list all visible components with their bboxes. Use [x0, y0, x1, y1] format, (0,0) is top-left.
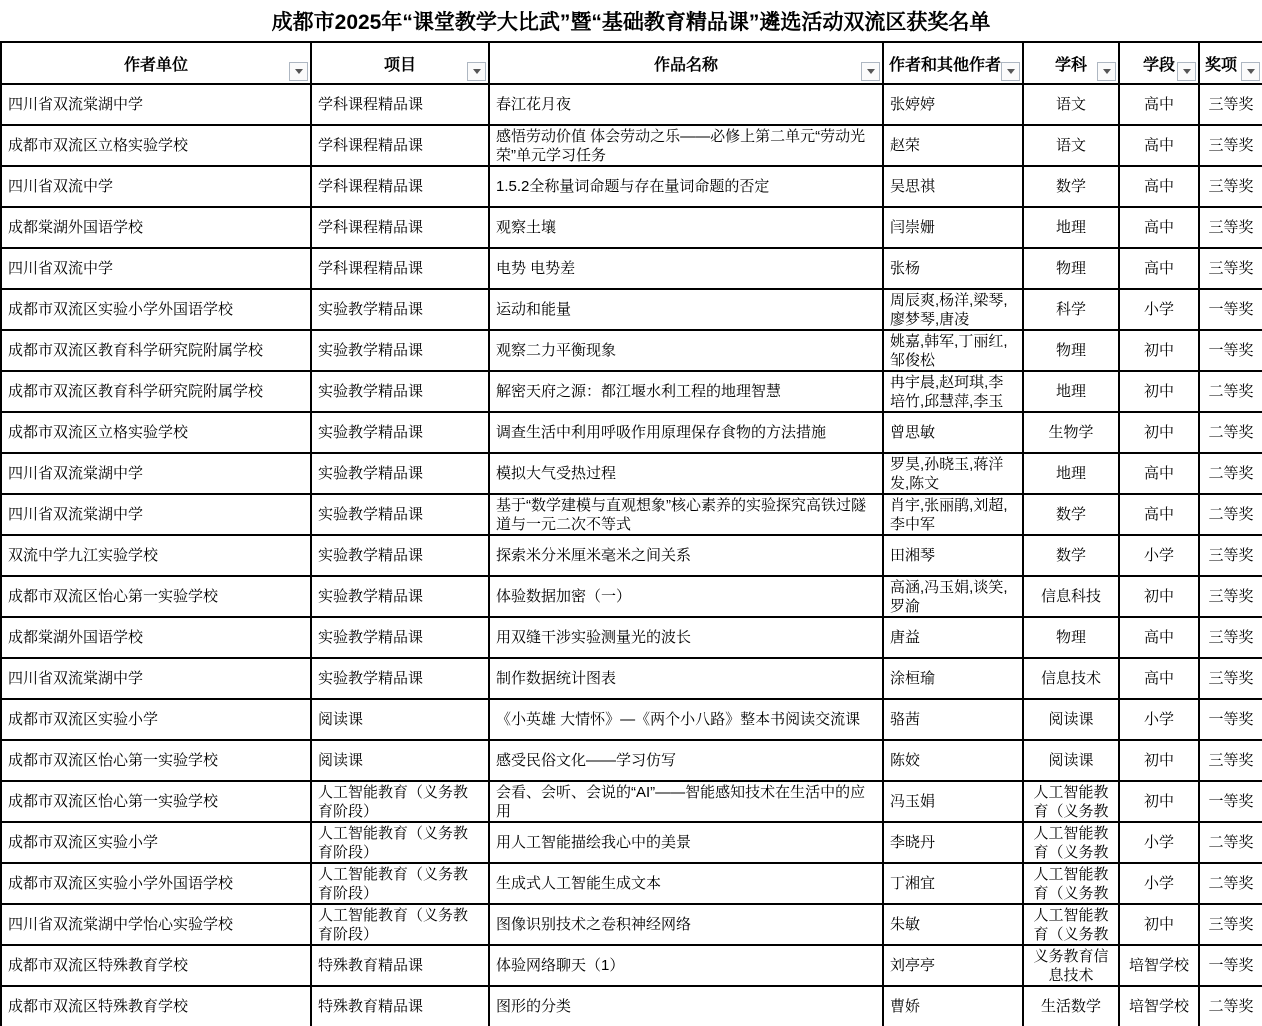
cell-award: 一等奖 [1199, 289, 1262, 330]
cell-work-title: 调查生活中利用呼吸作用原理保存食物的方法措施 [489, 412, 883, 453]
cell-project: 实验教学精品课 [311, 494, 489, 535]
cell-stage: 高中 [1119, 494, 1199, 535]
cell-authors: 骆茜 [883, 699, 1023, 740]
table-row [1, 207, 1262, 248]
cell-work-title: 解密天府之源：都江堰水利工程的地理智慧 [489, 371, 883, 412]
cell-subject: 信息技术 [1023, 658, 1119, 699]
cell-author-unit: 成都市双流区特殊教育学校 [1, 986, 311, 1026]
column-header-author-unit [1, 42, 311, 84]
filter-dropdown-button[interactable] [289, 62, 308, 81]
column-header-label: 作者单位 [123, 56, 188, 74]
cell-award: 三等奖 [1199, 658, 1262, 699]
cell-stage: 高中 [1119, 125, 1199, 166]
table-row [1, 84, 1262, 125]
cell-project: 实验教学精品课 [311, 412, 489, 453]
cell-authors: 曹娇 [883, 986, 1023, 1026]
table-row [1, 494, 1262, 535]
cell-author-unit: 成都市双流区立格实验学校 [1, 125, 311, 166]
table-body [1, 84, 1262, 1026]
cell-authors: 周辰爽,杨洋,梁琴,廖梦琴,唐凌 [883, 289, 1023, 330]
cell-authors: 高涵,冯玉娟,谈笑,罗渝 [883, 576, 1023, 617]
cell-project: 阅读课 [311, 699, 489, 740]
cell-project: 人工智能教育（义务教育阶段） [311, 904, 489, 945]
cell-award: 三等奖 [1199, 904, 1262, 945]
cell-project: 学科课程精品课 [311, 207, 489, 248]
cell-author-unit: 四川省双流棠湖中学怡心实验学校 [1, 904, 311, 945]
cell-author-unit: 四川省双流棠湖中学 [1, 84, 311, 125]
table-row [1, 863, 1262, 904]
filter-arrow-icon [473, 69, 481, 74]
table-row [1, 904, 1262, 945]
table-row [1, 248, 1262, 289]
table-row [1, 289, 1262, 330]
cell-authors: 张婷婷 [883, 84, 1023, 125]
cell-award: 三等奖 [1199, 740, 1262, 781]
cell-award: 一等奖 [1199, 699, 1262, 740]
cell-authors: 朱敏 [883, 904, 1023, 945]
cell-stage: 小学 [1119, 863, 1199, 904]
cell-authors: 罗昊,孙晓玉,蒋洋发,陈文 [883, 453, 1023, 494]
cell-subject: 语文 [1023, 125, 1119, 166]
cell-project: 实验教学精品课 [311, 371, 489, 412]
column-header-label: 作品名称 [653, 56, 718, 74]
cell-award: 三等奖 [1199, 535, 1262, 576]
cell-project: 实验教学精品课 [311, 576, 489, 617]
cell-author-unit: 成都市双流区实验小学 [1, 699, 311, 740]
cell-author-unit: 成都棠湖外国语学校 [1, 617, 311, 658]
cell-stage: 培智学校 [1119, 986, 1199, 1026]
filter-arrow-icon [1183, 69, 1191, 74]
column-header-label: 作者和其他作者 [889, 56, 1002, 74]
cell-authors: 肖宇,张丽鹃,刘超,李中军 [883, 494, 1023, 535]
table-row [1, 412, 1262, 453]
cell-author-unit: 四川省双流棠湖中学 [1, 658, 311, 699]
cell-work-title: 制作数据统计图表 [489, 658, 883, 699]
cell-work-title: 运动和能量 [489, 289, 883, 330]
cell-stage: 小学 [1119, 535, 1199, 576]
cell-stage: 初中 [1119, 740, 1199, 781]
cell-subject: 生活数学 [1023, 986, 1119, 1026]
cell-subject: 人工智能教育（义务教 [1023, 904, 1119, 945]
table-row [1, 945, 1262, 986]
cell-authors: 刘亭亭 [883, 945, 1023, 986]
filter-dropdown-button[interactable] [1001, 62, 1020, 81]
cell-work-title: 1.5.2全称量词命题与存在量词命题的否定 [489, 166, 883, 207]
cell-award: 三等奖 [1199, 125, 1262, 166]
table-row [1, 986, 1262, 1026]
cell-work-title: 体验网络聊天（1） [489, 945, 883, 986]
cell-stage: 高中 [1119, 84, 1199, 125]
cell-stage: 高中 [1119, 658, 1199, 699]
cell-project: 学科课程精品课 [311, 166, 489, 207]
table-row [1, 699, 1262, 740]
table-row [1, 166, 1262, 207]
cell-work-title: 基于“数学建模与直观想象”核心素养的实验探究高铁过隧道与一元二次不等式 [489, 494, 883, 535]
cell-stage: 高中 [1119, 166, 1199, 207]
column-header-award [1199, 42, 1262, 84]
cell-project: 阅读课 [311, 740, 489, 781]
cell-work-title: 观察土壤 [489, 207, 883, 248]
cell-author-unit: 成都市双流区实验小学外国语学校 [1, 289, 311, 330]
cell-subject: 生物学 [1023, 412, 1119, 453]
cell-subject: 数学 [1023, 535, 1119, 576]
cell-award: 一等奖 [1199, 781, 1262, 822]
cell-authors: 冯玉娟 [883, 781, 1023, 822]
cell-project: 学科课程精品课 [311, 84, 489, 125]
cell-stage: 培智学校 [1119, 945, 1199, 986]
cell-award: 三等奖 [1199, 84, 1262, 125]
cell-stage: 初中 [1119, 576, 1199, 617]
column-header-label: 奖项 [1205, 56, 1238, 74]
cell-award: 三等奖 [1199, 617, 1262, 658]
table-row [1, 781, 1262, 822]
column-header-stage [1119, 42, 1199, 84]
header-row [1, 42, 1262, 84]
cell-author-unit: 成都市双流区实验小学 [1, 822, 311, 863]
cell-authors: 田湘琴 [883, 535, 1023, 576]
column-header-subject [1023, 42, 1119, 84]
cell-subject: 物理 [1023, 330, 1119, 371]
cell-author-unit: 成都市双流区怡心第一实验学校 [1, 740, 311, 781]
filter-arrow-icon [1103, 69, 1111, 74]
cell-subject: 人工智能教育（义务教 [1023, 863, 1119, 904]
cell-project: 实验教学精品课 [311, 617, 489, 658]
cell-award: 二等奖 [1199, 494, 1262, 535]
cell-project: 实验教学精品课 [311, 535, 489, 576]
cell-project: 实验教学精品课 [311, 658, 489, 699]
cell-project: 特殊教育精品课 [311, 986, 489, 1026]
column-header-label: 学段 [1142, 56, 1175, 74]
cell-subject: 数学 [1023, 166, 1119, 207]
cell-work-title: 体验数据加密（一） [489, 576, 883, 617]
filter-arrow-icon [867, 69, 875, 74]
cell-award: 二等奖 [1199, 371, 1262, 412]
cell-subject: 物理 [1023, 248, 1119, 289]
cell-award: 三等奖 [1199, 166, 1262, 207]
cell-award: 三等奖 [1199, 207, 1262, 248]
cell-stage: 初中 [1119, 412, 1199, 453]
cell-subject: 语文 [1023, 84, 1119, 125]
cell-work-title: 感悟劳动价值 体会劳动之乐——必修上第二单元“劳动光荣”单元学习任务 [489, 125, 883, 166]
cell-stage: 小学 [1119, 699, 1199, 740]
cell-stage: 高中 [1119, 617, 1199, 658]
column-header-authors [883, 42, 1023, 84]
cell-authors: 闫崇姗 [883, 207, 1023, 248]
cell-author-unit: 成都市双流区特殊教育学校 [1, 945, 311, 986]
cell-award: 三等奖 [1199, 576, 1262, 617]
cell-author-unit: 成都市双流区教育科学研究院附属学校 [1, 371, 311, 412]
filter-dropdown-button[interactable] [861, 62, 880, 81]
cell-author-unit: 四川省双流棠湖中学 [1, 494, 311, 535]
cell-award: 三等奖 [1199, 248, 1262, 289]
cell-stage: 小学 [1119, 822, 1199, 863]
cell-author-unit: 四川省双流中学 [1, 166, 311, 207]
table-row [1, 576, 1262, 617]
cell-work-title: 会看、会听、会说的“AI”——智能感知技术在生活中的应用 [489, 781, 883, 822]
cell-work-title: 《小英雄 大情怀》—《两个小八路》整本书阅读交流课 [489, 699, 883, 740]
cell-author-unit: 成都市双流区实验小学外国语学校 [1, 863, 311, 904]
cell-work-title: 生成式人工智能生成文本 [489, 863, 883, 904]
cell-subject: 人工智能教育（义务教 [1023, 822, 1119, 863]
cell-award: 二等奖 [1199, 863, 1262, 904]
cell-authors: 李晓丹 [883, 822, 1023, 863]
cell-work-title: 图像识别技术之卷积神经网络 [489, 904, 883, 945]
filter-dropdown-button[interactable] [467, 62, 486, 81]
cell-subject: 信息科技 [1023, 576, 1119, 617]
cell-stage: 初中 [1119, 371, 1199, 412]
cell-stage: 高中 [1119, 248, 1199, 289]
cell-project: 人工智能教育（义务教育阶段） [311, 822, 489, 863]
cell-authors: 吴思祺 [883, 166, 1023, 207]
cell-project: 人工智能教育（义务教育阶段） [311, 863, 489, 904]
cell-award: 二等奖 [1199, 412, 1262, 453]
cell-subject: 物理 [1023, 617, 1119, 658]
cell-stage: 小学 [1119, 289, 1199, 330]
page-title: 成都市2025年“课堂教学大比武”暨“基础教育精品课”遴选活动双流区获奖名单 [271, 10, 991, 34]
cell-author-unit: 成都市双流区怡心第一实验学校 [1, 781, 311, 822]
cell-project: 实验教学精品课 [311, 330, 489, 371]
cell-project: 实验教学精品课 [311, 289, 489, 330]
cell-work-title: 图形的分类 [489, 986, 883, 1026]
cell-author-unit: 双流中学九江实验学校 [1, 535, 311, 576]
cell-author-unit: 成都市双流区怡心第一实验学校 [1, 576, 311, 617]
table-row [1, 371, 1262, 412]
cell-author-unit: 成都市双流区教育科学研究院附属学校 [1, 330, 311, 371]
cell-work-title: 电势 电势差 [489, 248, 883, 289]
table-row [1, 453, 1262, 494]
cell-work-title: 感受民俗文化——学习仿写 [489, 740, 883, 781]
cell-subject: 阅读课 [1023, 699, 1119, 740]
cell-work-title: 模拟大气受热过程 [489, 453, 883, 494]
cell-authors: 唐益 [883, 617, 1023, 658]
cell-work-title: 春江花月夜 [489, 84, 883, 125]
cell-subject: 地理 [1023, 371, 1119, 412]
cell-project: 人工智能教育（义务教育阶段） [311, 781, 489, 822]
table-row [1, 740, 1262, 781]
cell-subject: 地理 [1023, 207, 1119, 248]
cell-project: 特殊教育精品课 [311, 945, 489, 986]
cell-authors: 丁湘宜 [883, 863, 1023, 904]
cell-stage: 高中 [1119, 207, 1199, 248]
cell-subject: 科学 [1023, 289, 1119, 330]
cell-work-title: 用双缝干涉实验测量光的波长 [489, 617, 883, 658]
cell-author-unit: 四川省双流中学 [1, 248, 311, 289]
awards-table [0, 41, 1262, 1026]
column-header-label: 学科 [1054, 56, 1087, 74]
cell-work-title: 用人工智能描绘我心中的美景 [489, 822, 883, 863]
cell-subject: 人工智能教育（义务教 [1023, 781, 1119, 822]
cell-award: 一等奖 [1199, 330, 1262, 371]
cell-subject: 数学 [1023, 494, 1119, 535]
table-row [1, 125, 1262, 166]
filter-dropdown-button[interactable] [1241, 62, 1260, 81]
filter-arrow-icon [1247, 69, 1255, 74]
table-row [1, 822, 1262, 863]
column-header-label: 项目 [383, 56, 416, 74]
filter-dropdown-button[interactable] [1177, 62, 1196, 81]
filter-arrow-icon [1007, 69, 1015, 74]
cell-award: 二等奖 [1199, 986, 1262, 1026]
cell-award: 二等奖 [1199, 453, 1262, 494]
cell-author-unit: 成都市双流区立格实验学校 [1, 412, 311, 453]
cell-authors: 冉宇晨,赵珂琪,李培竹,邱慧萍,李玉 [883, 371, 1023, 412]
table-row [1, 330, 1262, 371]
table-row [1, 535, 1262, 576]
filter-dropdown-button[interactable] [1097, 62, 1116, 81]
column-header-work-title [489, 42, 883, 84]
cell-authors: 赵荣 [883, 125, 1023, 166]
table-row [1, 658, 1262, 699]
cell-project: 实验教学精品课 [311, 453, 489, 494]
cell-work-title: 探索米分米厘米毫米之间关系 [489, 535, 883, 576]
cell-authors: 陈姣 [883, 740, 1023, 781]
cell-author-unit: 成都棠湖外国语学校 [1, 207, 311, 248]
cell-stage: 高中 [1119, 453, 1199, 494]
cell-authors: 曾思敏 [883, 412, 1023, 453]
cell-subject: 义务教育信息技术 [1023, 945, 1119, 986]
cell-authors: 张杨 [883, 248, 1023, 289]
cell-stage: 初中 [1119, 781, 1199, 822]
cell-award: 一等奖 [1199, 945, 1262, 986]
filter-arrow-icon [295, 69, 303, 74]
column-header-project [311, 42, 489, 84]
cell-stage: 初中 [1119, 904, 1199, 945]
cell-authors: 姚嘉,韩军,丁丽红,邹俊松 [883, 330, 1023, 371]
cell-stage: 初中 [1119, 330, 1199, 371]
cell-project: 学科课程精品课 [311, 248, 489, 289]
cell-author-unit: 四川省双流棠湖中学 [1, 453, 311, 494]
cell-work-title: 观察二力平衡现象 [489, 330, 883, 371]
cell-subject: 阅读课 [1023, 740, 1119, 781]
table-row [1, 617, 1262, 658]
cell-authors: 涂桓瑜 [883, 658, 1023, 699]
cell-award: 二等奖 [1199, 822, 1262, 863]
cell-subject: 地理 [1023, 453, 1119, 494]
cell-project: 学科课程精品课 [311, 125, 489, 166]
